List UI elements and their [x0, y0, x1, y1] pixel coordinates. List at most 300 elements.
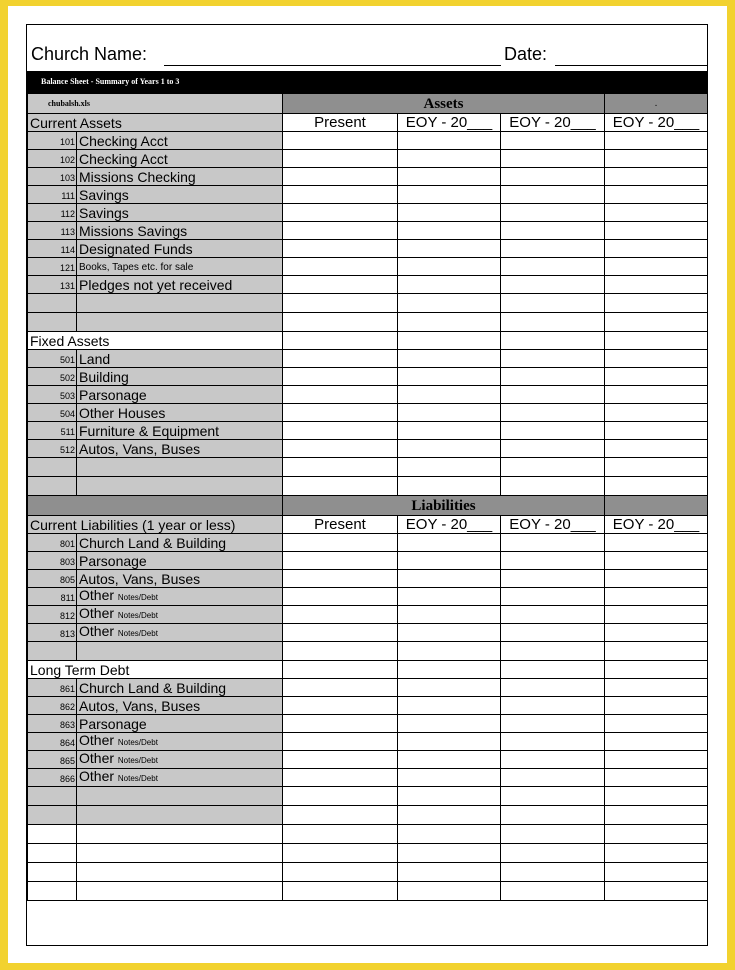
- account-note: Notes/Debt: [117, 774, 158, 783]
- value-cell-eoy-1[interactable]: [398, 570, 501, 588]
- value-cell-eoy-2[interactable]: [501, 697, 605, 715]
- column-header-1: EOY - 20___: [398, 516, 501, 534]
- value-cell-present[interactable]: [283, 570, 398, 588]
- value-cell-present[interactable]: [283, 204, 398, 222]
- value-cell-eoy-3[interactable]: [605, 332, 708, 350]
- blank-label-cell[interactable]: [77, 787, 283, 806]
- value-cell-eoy-1[interactable]: [398, 440, 501, 458]
- value-cell-eoy-3[interactable]: [605, 825, 708, 844]
- value-cell-eoy-1[interactable]: [398, 276, 501, 294]
- account-label: [77, 404, 283, 422]
- table-row: [28, 404, 708, 422]
- blank-code-cell[interactable]: [28, 477, 77, 496]
- value-cell-eoy-2[interactable]: [501, 844, 605, 863]
- value-cell-present[interactable]: [283, 477, 398, 496]
- value-cell-eoy-1[interactable]: [398, 787, 501, 806]
- column-header-3: EOY - 20___: [605, 114, 708, 132]
- blank-code-cell[interactable]: [28, 806, 77, 825]
- table-row: [28, 186, 708, 204]
- account-code: 112: [28, 204, 77, 222]
- value-cell-eoy-2[interactable]: [501, 150, 605, 168]
- blank-row: [28, 294, 708, 313]
- value-cell-eoy-2[interactable]: [501, 440, 605, 458]
- value-cell-present[interactable]: [283, 150, 398, 168]
- value-cell-present[interactable]: [283, 240, 398, 258]
- account-code: 811: [28, 588, 77, 606]
- value-cell-eoy-2[interactable]: [501, 313, 605, 332]
- value-cell-eoy-1[interactable]: [398, 661, 501, 679]
- account-name: Building: [79, 368, 129, 385]
- account-label: [77, 606, 283, 624]
- value-cell-eoy-3[interactable]: [605, 204, 708, 222]
- value-cell-eoy-1[interactable]: [398, 552, 501, 570]
- value-cell-eoy-2[interactable]: [501, 368, 605, 386]
- blank-code-cell[interactable]: [28, 825, 77, 844]
- church-name-field[interactable]: [164, 65, 501, 66]
- value-cell-eoy-1[interactable]: [398, 422, 501, 440]
- blank-label-cell[interactable]: [77, 477, 283, 496]
- blank-row: [28, 787, 708, 806]
- account-code: 121: [28, 258, 77, 276]
- date-field[interactable]: [555, 65, 707, 66]
- account-code: 863: [28, 715, 77, 733]
- table-row: [28, 258, 708, 276]
- value-cell-eoy-1[interactable]: [398, 624, 501, 642]
- group-heading: Long Term Debt: [28, 661, 283, 679]
- account-label: [77, 150, 283, 168]
- blank-code-cell[interactable]: [28, 294, 77, 313]
- value-cell-present[interactable]: [283, 386, 398, 404]
- account-code: 502: [28, 368, 77, 386]
- value-cell-present[interactable]: [283, 168, 398, 186]
- account-name: Savings: [79, 204, 129, 221]
- value-cell-eoy-2[interactable]: [501, 806, 605, 825]
- account-label: [77, 440, 283, 458]
- table-row: [28, 733, 708, 751]
- section-marker: [605, 496, 708, 516]
- value-cell-present[interactable]: [283, 844, 398, 863]
- blank-label-cell[interactable]: [77, 458, 283, 477]
- account-name: Land: [79, 350, 111, 367]
- blank-row: [28, 642, 708, 661]
- value-cell-present[interactable]: [283, 458, 398, 477]
- value-cell-present[interactable]: [283, 552, 398, 570]
- value-cell-eoy-2[interactable]: [501, 606, 605, 624]
- value-cell-eoy-1[interactable]: [398, 386, 501, 404]
- table-row: [28, 222, 708, 240]
- value-cell-eoy-1[interactable]: [398, 863, 501, 882]
- value-cell-eoy-2[interactable]: [501, 787, 605, 806]
- group-heading-row: [28, 661, 708, 679]
- table-row: [28, 624, 708, 642]
- value-cell-present[interactable]: [283, 825, 398, 844]
- value-cell-eoy-3[interactable]: [605, 806, 708, 825]
- column-header-row: [28, 516, 708, 534]
- column-header-row: [28, 114, 708, 132]
- account-name: Other: [79, 768, 115, 784]
- account-code: 503: [28, 386, 77, 404]
- account-name: Checking Acct: [79, 132, 168, 149]
- value-cell-eoy-3[interactable]: [605, 404, 708, 422]
- section-title-assets: Assets: [283, 94, 605, 114]
- value-cell-eoy-1[interactable]: [398, 882, 501, 901]
- blank-code-cell[interactable]: [28, 787, 77, 806]
- value-cell-eoy-3[interactable]: [605, 440, 708, 458]
- value-cell-present[interactable]: [283, 368, 398, 386]
- value-cell-present[interactable]: [283, 733, 398, 751]
- account-code: 113: [28, 222, 77, 240]
- value-cell-present[interactable]: [283, 440, 398, 458]
- account-label: [77, 552, 283, 570]
- account-name: Autos, Vans, Buses: [79, 697, 201, 714]
- value-cell-eoy-3[interactable]: [605, 570, 708, 588]
- value-cell-eoy-3[interactable]: [605, 258, 708, 276]
- account-name: Savings: [79, 186, 129, 203]
- blank-row: [28, 882, 708, 901]
- blank-code-cell[interactable]: [28, 863, 77, 882]
- blank-label-cell[interactable]: [77, 844, 283, 863]
- value-cell-eoy-1[interactable]: [398, 132, 501, 150]
- account-label: [77, 258, 283, 276]
- value-cell-eoy-1[interactable]: [398, 679, 501, 697]
- value-cell-eoy-2[interactable]: [501, 661, 605, 679]
- blank-label-cell[interactable]: [77, 825, 283, 844]
- blank-code-cell[interactable]: [28, 458, 77, 477]
- value-cell-eoy-2[interactable]: [501, 863, 605, 882]
- value-cell-eoy-3[interactable]: [605, 679, 708, 697]
- value-cell-eoy-3[interactable]: [605, 168, 708, 186]
- value-cell-eoy-2[interactable]: [501, 386, 605, 404]
- value-cell-eoy-3[interactable]: [605, 276, 708, 294]
- table-row: [28, 440, 708, 458]
- value-cell-eoy-3[interactable]: [605, 313, 708, 332]
- blank-label-cell[interactable]: [77, 294, 283, 313]
- account-label: [77, 386, 283, 404]
- account-label: [77, 350, 283, 368]
- value-cell-eoy-2[interactable]: [501, 132, 605, 150]
- group-heading-row: [28, 332, 708, 350]
- value-cell-eoy-1[interactable]: [398, 186, 501, 204]
- value-cell-present[interactable]: [283, 863, 398, 882]
- group-heading: Current Liabilities (1 year or less): [28, 516, 283, 534]
- value-cell-eoy-1[interactable]: [398, 404, 501, 422]
- column-header-2: EOY - 20___: [501, 516, 605, 534]
- section-marker: .: [605, 94, 708, 114]
- value-cell-eoy-3[interactable]: [605, 769, 708, 787]
- value-cell-eoy-3[interactable]: [605, 150, 708, 168]
- value-cell-eoy-3[interactable]: [605, 715, 708, 733]
- blank-code-cell[interactable]: [28, 844, 77, 863]
- account-name: Furniture & Equipment: [79, 422, 220, 439]
- value-cell-eoy-2[interactable]: [501, 642, 605, 661]
- value-cell-eoy-3[interactable]: [605, 863, 708, 882]
- blank-code-cell[interactable]: [28, 642, 77, 661]
- account-code: 864: [28, 733, 77, 751]
- value-cell-eoy-3[interactable]: [605, 132, 708, 150]
- account-code: 101: [28, 132, 77, 150]
- blank-label-cell[interactable]: [77, 642, 283, 661]
- blank-row: [28, 825, 708, 844]
- value-cell-eoy-2[interactable]: [501, 204, 605, 222]
- value-cell-eoy-2[interactable]: [501, 751, 605, 769]
- value-cell-eoy-1[interactable]: [398, 313, 501, 332]
- account-code: 866: [28, 769, 77, 787]
- value-cell-eoy-2[interactable]: [501, 294, 605, 313]
- value-cell-present[interactable]: [283, 186, 398, 204]
- value-cell-eoy-2[interactable]: [501, 882, 605, 901]
- account-name: Autos, Vans, Buses: [79, 570, 201, 587]
- value-cell-eoy-2[interactable]: [501, 458, 605, 477]
- value-cell-eoy-3[interactable]: [605, 240, 708, 258]
- form-title-band: [27, 71, 707, 93]
- value-cell-eoy-1[interactable]: [398, 240, 501, 258]
- group-heading: Current Assets: [28, 114, 283, 132]
- value-cell-eoy-3[interactable]: [605, 697, 708, 715]
- account-note: Notes/Debt: [117, 629, 158, 638]
- value-cell-eoy-2[interactable]: [501, 534, 605, 552]
- value-cell-eoy-1[interactable]: [398, 844, 501, 863]
- account-label: [77, 588, 283, 606]
- value-cell-eoy-1[interactable]: [398, 368, 501, 386]
- account-name: Other: [79, 605, 115, 621]
- date-label: Date:: [504, 44, 548, 64]
- value-cell-eoy-1[interactable]: [398, 825, 501, 844]
- value-cell-eoy-3[interactable]: [605, 751, 708, 769]
- value-cell-present[interactable]: [283, 404, 398, 422]
- value-cell-eoy-1[interactable]: [398, 168, 501, 186]
- value-cell-eoy-3[interactable]: [605, 534, 708, 552]
- column-header-0: Present: [283, 114, 398, 132]
- value-cell-eoy-2[interactable]: [501, 404, 605, 422]
- account-label: [77, 186, 283, 204]
- account-label: [77, 715, 283, 733]
- value-cell-present[interactable]: [283, 624, 398, 642]
- value-cell-eoy-3[interactable]: [605, 350, 708, 368]
- account-code: 812: [28, 606, 77, 624]
- value-cell-eoy-1[interactable]: [398, 606, 501, 624]
- value-cell-eoy-1[interactable]: [398, 751, 501, 769]
- blank-label-cell[interactable]: [77, 313, 283, 332]
- value-cell-eoy-2[interactable]: [501, 624, 605, 642]
- column-header-1: EOY - 20___: [398, 114, 501, 132]
- account-label: [77, 769, 283, 787]
- value-cell-eoy-1[interactable]: [398, 806, 501, 825]
- value-cell-eoy-3[interactable]: [605, 642, 708, 661]
- group-heading: Fixed Assets: [28, 332, 283, 350]
- filename-cell: [28, 94, 283, 114]
- value-cell-present[interactable]: [283, 588, 398, 606]
- table-row: [28, 588, 708, 606]
- value-cell-present[interactable]: [283, 679, 398, 697]
- account-code: 103: [28, 168, 77, 186]
- value-cell-eoy-3[interactable]: [605, 552, 708, 570]
- value-cell-eoy-1[interactable]: [398, 222, 501, 240]
- account-label: [77, 168, 283, 186]
- value-cell-present[interactable]: [283, 882, 398, 901]
- value-cell-eoy-2[interactable]: [501, 825, 605, 844]
- value-cell-eoy-1[interactable]: [398, 294, 501, 313]
- value-cell-eoy-2[interactable]: [501, 679, 605, 697]
- value-cell-eoy-2[interactable]: [501, 570, 605, 588]
- value-cell-eoy-1[interactable]: [398, 588, 501, 606]
- blank-row: [28, 806, 708, 825]
- value-cell-eoy-3[interactable]: [605, 477, 708, 496]
- value-cell-eoy-3[interactable]: [605, 458, 708, 477]
- value-cell-present[interactable]: [283, 222, 398, 240]
- value-cell-present[interactable]: [283, 422, 398, 440]
- value-cell-eoy-1[interactable]: [398, 150, 501, 168]
- account-name: Other Houses: [79, 404, 166, 421]
- account-name: Autos, Vans, Buses: [79, 440, 201, 457]
- account-name: Parsonage: [79, 386, 147, 403]
- value-cell-eoy-1[interactable]: [398, 642, 501, 661]
- account-name: Books, Tapes etc. for sale: [79, 262, 194, 273]
- value-cell-eoy-3[interactable]: [605, 186, 708, 204]
- value-cell-present[interactable]: [283, 661, 398, 679]
- value-cell-eoy-3[interactable]: [605, 882, 708, 901]
- table-row: [28, 751, 708, 769]
- value-cell-eoy-2[interactable]: [501, 715, 605, 733]
- value-cell-eoy-1[interactable]: [398, 715, 501, 733]
- blank-code-cell[interactable]: [28, 882, 77, 901]
- account-code: 803: [28, 552, 77, 570]
- value-cell-present[interactable]: [283, 642, 398, 661]
- value-cell-eoy-1[interactable]: [398, 332, 501, 350]
- table-row: [28, 769, 708, 787]
- table-row: [28, 168, 708, 186]
- account-code: 111: [28, 186, 77, 204]
- filename-label: chubalsh.xls: [48, 98, 91, 108]
- account-name: Parsonage: [79, 552, 147, 569]
- value-cell-present[interactable]: [283, 294, 398, 313]
- value-cell-eoy-3[interactable]: [605, 661, 708, 679]
- value-cell-eoy-2[interactable]: [501, 276, 605, 294]
- value-cell-eoy-2[interactable]: [501, 240, 605, 258]
- account-name: Other: [79, 732, 115, 748]
- account-note: Notes/Debt: [117, 738, 158, 747]
- page-background: [8, 6, 727, 963]
- value-cell-eoy-1[interactable]: [398, 258, 501, 276]
- blank-row: [28, 458, 708, 477]
- value-cell-present[interactable]: [283, 697, 398, 715]
- account-label: [77, 733, 283, 751]
- value-cell-present[interactable]: [283, 258, 398, 276]
- value-cell-eoy-1[interactable]: [398, 458, 501, 477]
- value-cell-eoy-2[interactable]: [501, 168, 605, 186]
- blank-label-cell[interactable]: [77, 806, 283, 825]
- value-cell-eoy-2[interactable]: [501, 222, 605, 240]
- value-cell-eoy-1[interactable]: [398, 697, 501, 715]
- value-cell-eoy-3[interactable]: [605, 787, 708, 806]
- account-name: Checking Acct: [79, 150, 168, 167]
- value-cell-eoy-1[interactable]: [398, 477, 501, 496]
- value-cell-eoy-1[interactable]: [398, 733, 501, 751]
- value-cell-eoy-2[interactable]: [501, 332, 605, 350]
- value-cell-present[interactable]: [283, 534, 398, 552]
- value-cell-eoy-3[interactable]: [605, 422, 708, 440]
- value-cell-eoy-3[interactable]: [605, 294, 708, 313]
- value-cell-eoy-2[interactable]: [501, 477, 605, 496]
- table-row: [28, 368, 708, 386]
- balance-sheet-form: [26, 24, 708, 946]
- table-row: [28, 679, 708, 697]
- value-cell-present[interactable]: [283, 350, 398, 368]
- value-cell-eoy-2[interactable]: [501, 350, 605, 368]
- account-name: Missions Checking: [79, 168, 196, 185]
- blank-label-cell[interactable]: [77, 863, 283, 882]
- value-cell-eoy-2[interactable]: [501, 422, 605, 440]
- value-cell-present[interactable]: [283, 276, 398, 294]
- filename-cell: [28, 496, 283, 516]
- column-header-2: EOY - 20___: [501, 114, 605, 132]
- blank-label-cell[interactable]: [77, 882, 283, 901]
- value-cell-present[interactable]: [283, 313, 398, 332]
- value-cell-present[interactable]: [283, 751, 398, 769]
- account-code: 114: [28, 240, 77, 258]
- account-name: Church Land & Building: [79, 679, 227, 696]
- value-cell-eoy-3[interactable]: [605, 844, 708, 863]
- account-label: [77, 422, 283, 440]
- table-row: [28, 606, 708, 624]
- account-note: Notes/Debt: [117, 593, 158, 602]
- value-cell-eoy-2[interactable]: [501, 552, 605, 570]
- value-cell-eoy-3[interactable]: [605, 588, 708, 606]
- value-cell-present[interactable]: [283, 606, 398, 624]
- account-label: [77, 624, 283, 642]
- value-cell-present[interactable]: [283, 787, 398, 806]
- table-row: [28, 204, 708, 222]
- table-row: [28, 132, 708, 150]
- value-cell-eoy-3[interactable]: [605, 222, 708, 240]
- value-cell-present[interactable]: [283, 769, 398, 787]
- balance-sheet-table: [27, 93, 708, 901]
- table-row: [28, 276, 708, 294]
- value-cell-eoy-2[interactable]: [501, 186, 605, 204]
- value-cell-eoy-3[interactable]: [605, 368, 708, 386]
- account-label: [77, 368, 283, 386]
- blank-code-cell[interactable]: [28, 313, 77, 332]
- section-title-liabilities: Liabilities: [283, 496, 605, 516]
- value-cell-eoy-2[interactable]: [501, 258, 605, 276]
- column-header-0: Present: [283, 516, 398, 534]
- value-cell-present[interactable]: [283, 806, 398, 825]
- value-cell-eoy-1[interactable]: [398, 204, 501, 222]
- value-cell-eoy-3[interactable]: [605, 386, 708, 404]
- account-code: 861: [28, 679, 77, 697]
- value-cell-eoy-1[interactable]: [398, 769, 501, 787]
- table-row: [28, 697, 708, 715]
- account-name: Parsonage: [79, 715, 147, 732]
- value-cell-eoy-2[interactable]: [501, 769, 605, 787]
- value-cell-present[interactable]: [283, 132, 398, 150]
- account-label: [77, 679, 283, 697]
- value-cell-eoy-1[interactable]: [398, 350, 501, 368]
- value-cell-eoy-2[interactable]: [501, 588, 605, 606]
- table-row: [28, 422, 708, 440]
- value-cell-eoy-3[interactable]: [605, 606, 708, 624]
- account-name: Designated Funds: [79, 240, 193, 257]
- value-cell-present[interactable]: [283, 715, 398, 733]
- value-cell-present[interactable]: [283, 332, 398, 350]
- value-cell-eoy-3[interactable]: [605, 624, 708, 642]
- account-code: 511: [28, 422, 77, 440]
- value-cell-eoy-2[interactable]: [501, 733, 605, 751]
- value-cell-eoy-1[interactable]: [398, 534, 501, 552]
- blank-row: [28, 313, 708, 332]
- value-cell-eoy-3[interactable]: [605, 733, 708, 751]
- account-code: 501: [28, 350, 77, 368]
- account-note: Notes/Debt: [117, 756, 158, 765]
